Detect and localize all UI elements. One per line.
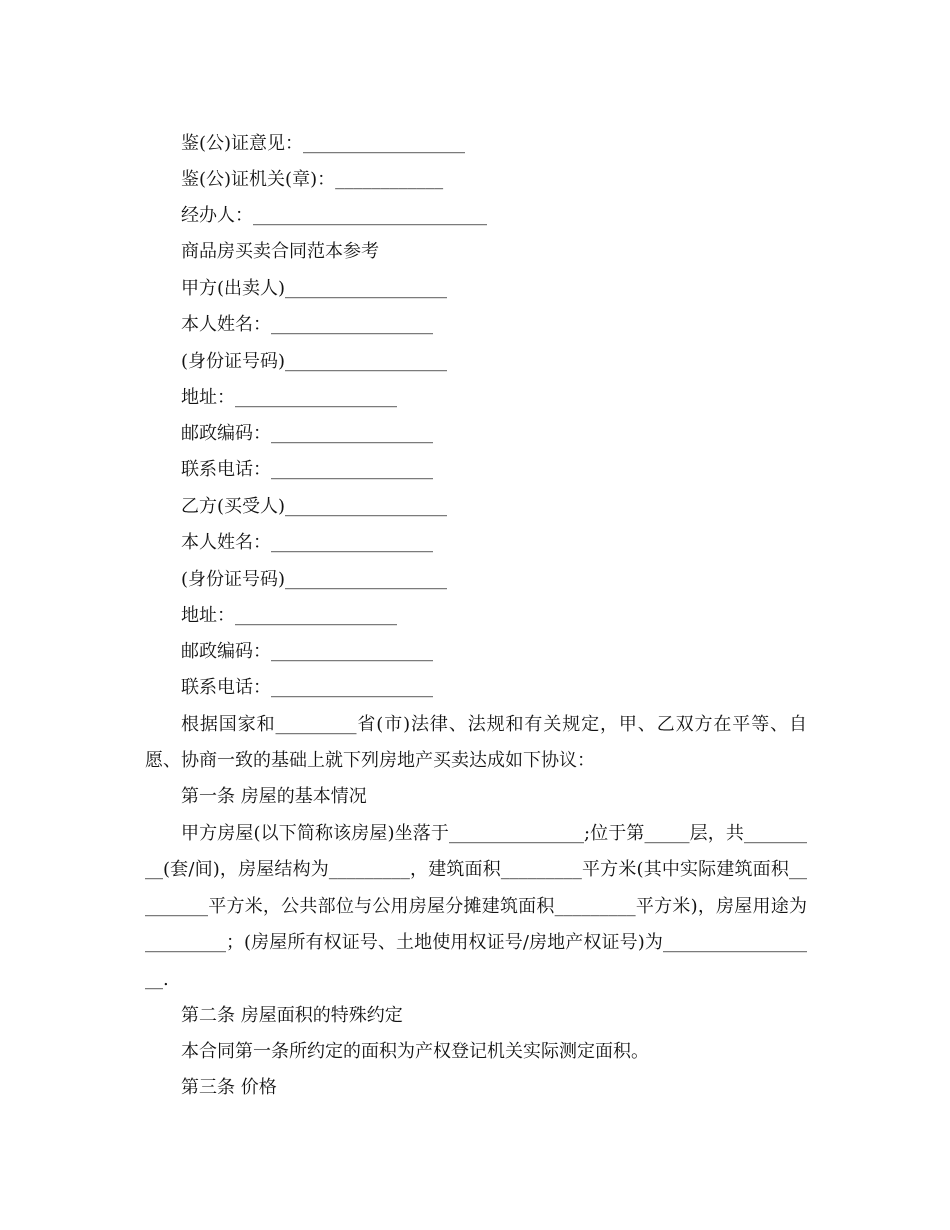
buyer-party-line: 乙方(买受人)__________________	[181, 496, 448, 517]
document-title: 商品房买卖合同范本参考	[181, 241, 379, 262]
article-1-title: 第一条 房屋的基本情况	[181, 786, 367, 807]
preamble-paragraph: 根据国家和_________省(市)法律、法规和有关规定，甲、乙双方在平等、自愿、协商一致的基础上就下列房地产买卖达成如下协议：	[145, 714, 807, 772]
seller-postcode-line: 邮政编码：__________________	[181, 423, 433, 444]
article-1-paragraph: 甲方房屋(以下简称该房屋)坐落于_______________;位于第_____层，共_________(套/间)，房屋结构为_________，建筑面积_________平方米(其中实际建筑面积_________平方米，公共部位与公用房屋分摊建筑面积_________平方米)，房屋用途为_________；(房屋所有权证号、土地使用权证号/房地产权证号)为__________________.	[145, 823, 807, 990]
seller-id-line: (身份证号码)__________________	[181, 351, 448, 372]
seller-party-line: 甲方(出卖人)__________________	[181, 278, 448, 299]
handler-line: 经办人：__________________________	[181, 205, 487, 226]
buyer-phone-line: 联系电话：__________________	[181, 677, 433, 698]
buyer-postcode-line: 邮政编码：__________________	[181, 641, 433, 662]
buyer-address-line: 地址：__________________	[181, 605, 397, 626]
notary-office-line: 鉴(公)证机关(章)：____________	[181, 169, 444, 190]
buyer-id-line: (身份证号码)__________________	[181, 569, 448, 590]
seller-name-line: 本人姓名：__________________	[181, 314, 433, 335]
article-2-text: 本合同第一条所约定的面积为产权登记机关实际测定面积。	[181, 1041, 649, 1062]
seller-address-line: 地址：__________________	[181, 387, 397, 408]
notary-opinion-line: 鉴(公)证意见：__________________	[181, 133, 466, 154]
seller-phone-line: 联系电话：__________________	[181, 459, 433, 480]
article-3-title: 第三条 价格	[181, 1077, 277, 1098]
buyer-name-line: 本人姓名：__________________	[181, 532, 433, 553]
article-2-title: 第二条 房屋面积的特殊约定	[181, 1005, 403, 1026]
